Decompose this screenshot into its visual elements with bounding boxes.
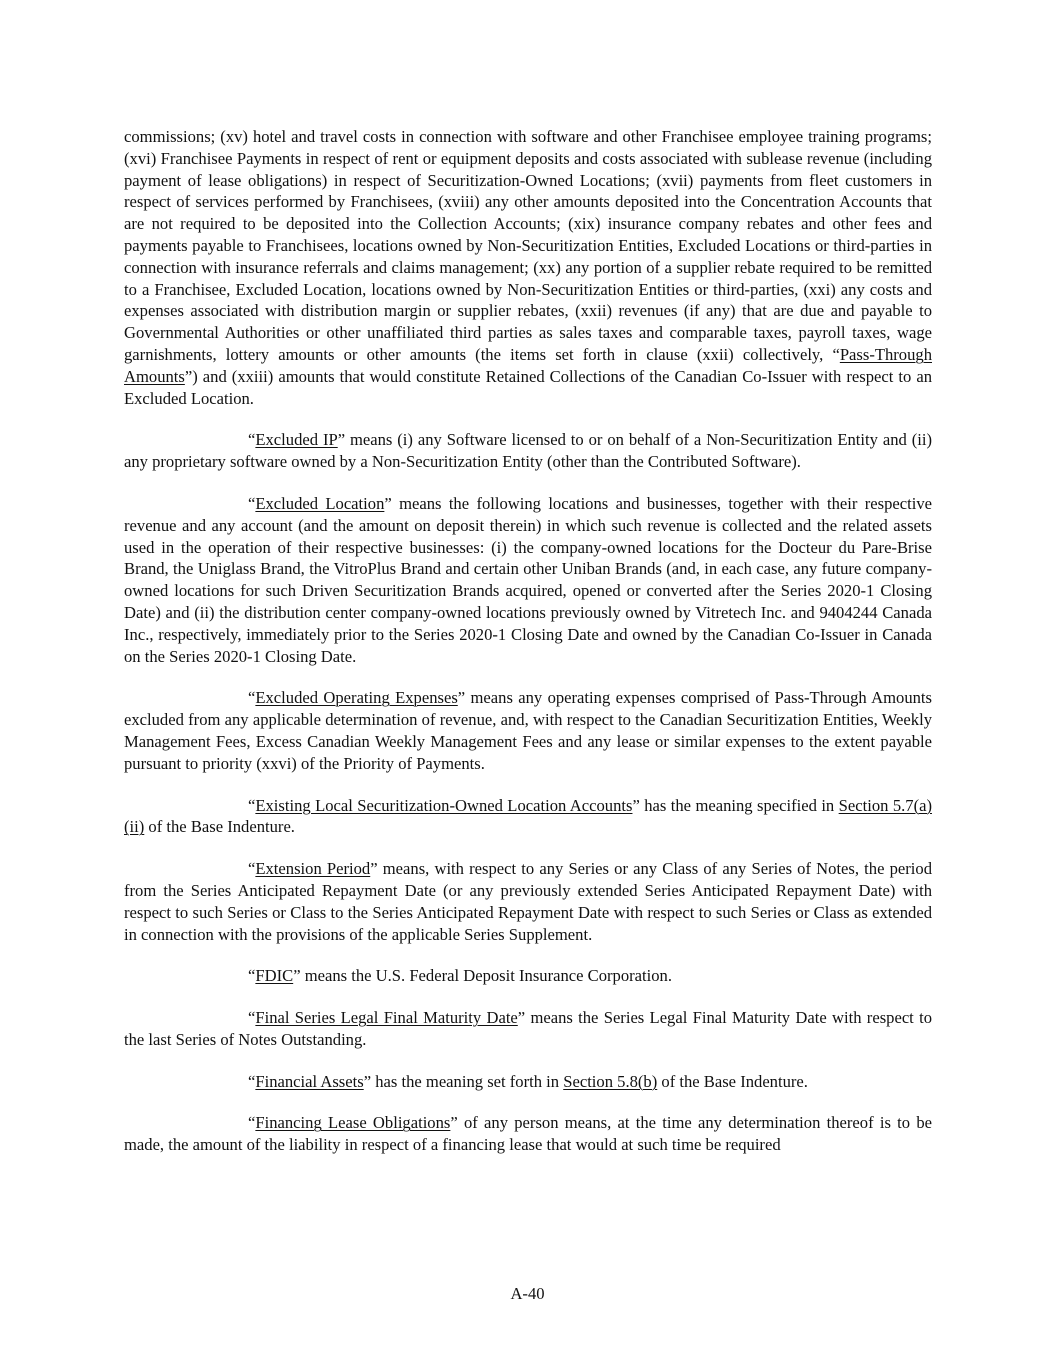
text-run: ” means (i) any Software licensed to or on behalf of a Non-Securitization Entity and (ii) any proprietary software owned by a Non-Securitization Entity (other than the Contributed Software).: [124, 430, 932, 472]
defined-term: Excluded IP: [255, 430, 338, 450]
defined-term: Excluded Operating Expenses: [255, 688, 458, 708]
text-run: ” means the following locations and businesses, together with their respective revenue and any account (and the amount on deposit therein) in which such revenue is collected and the related assets used in the operation of their respective businesses: (i) the company-owned locations for the Docteur du Pare-Brise Brand, the Uniglass Brand, the VitroPlus Brand and certain other Uniban Brands (and, in each case, any future company-owned locations for such Driven Securitization Brands acquired, opened or converted after the Series 2020-1 Closing Date) and (ii) the distribution center company-owned locations previously owned by Vitretech Inc. and 9404244 Canada Inc., respectively, immediately prior to the Series 2020-1 Closing Date and owned by the Canadian Co-Issuer in Canada on the Series 2020-1 Closing Date.: [124, 493, 933, 666]
definition-existing-local-accounts: [124, 795, 932, 839]
text-run: ” means the U.S. Federal Deposit Insurance Corporation.: [293, 966, 672, 986]
text-run: commissions; (xv) hotel and travel costs in connection with software and other Franchisee employee training programs; (xvi) Franchisee Payments in respect of rent or equipment deposits and costs associated with sublease revenue (including payment of lease obligations) in respect of Securitization-Owned Locations; (xvii) payments from fleet customers in respect of services performed by Franchisees, (xviii) any other amounts deposited into the Concentration Accounts that are not required to be deposited into the Collection Accounts; (xix) insurance company rebates and other fees and payments payable to Franchisees, locations owned by Non-Securitization Entities, Excluded Locations or third-parties in connection with insurance referrals and claims management; (xx) any portion of a supplier rebate required to be remitted to a Franchisee, Excluded Location, locations owned by Non-Securitization Entities or third-parties, (xxi) any costs and expenses associated with distribution margin or supplier rebates, (xxii) revenues (if any) that are due and payable to Governmental Authorities or other unaffiliated third parties as sales taxes and comparable taxes, payroll taxes, wage garnishments, lottery amounts or other amounts (the items set forth in clause (xxii) collectively, “: [124, 127, 932, 364]
section-reference: Section 5.8(b): [563, 1071, 658, 1091]
document-body: [124, 126, 932, 1176]
text-run: ” means any operating expenses comprised of Pass-Through Amounts excluded from any applicable determination of revenue, and, with respect to the Canadian Securitization Entities, Weekly Management Fees, Excess Canadian Weekly Management Fees and any lease or similar expenses to the extent payable pursuant to priority (xxvi) of the Priority of Payments.: [124, 688, 932, 773]
defined-term: Final Series Legal Final Maturity Date: [255, 1008, 518, 1028]
text-run: ” means the Series Legal Final Maturity Date with respect to the last Series of Notes Outstanding.: [124, 1008, 932, 1049]
text-run: of the Base Indenture.: [144, 817, 295, 837]
defined-term: Financing Lease Obligations: [255, 1113, 451, 1133]
text-run: ” has the meaning set forth in: [363, 1071, 564, 1091]
definition-excluded-operating-expenses: [124, 687, 932, 774]
text-run: “: [248, 859, 256, 879]
definition-excluded-ip: [124, 429, 932, 473]
defined-term: Excluded Location: [255, 493, 385, 513]
text-run: “: [248, 493, 256, 513]
text-run: “: [248, 795, 256, 815]
definition-final-series-legal-final-maturity-date: [124, 1007, 932, 1051]
text-run: “: [248, 1113, 256, 1133]
defined-term: FDIC: [255, 966, 294, 986]
text-run: “: [248, 966, 256, 986]
page-number: A-40: [510, 1284, 545, 1303]
text-run: ”) and (xxiii) amounts that would constitute Retained Collections of the Canadian Co-Issuer with respect to an Excluded Location.: [124, 366, 932, 408]
defined-term: Pass-Through Amounts: [124, 344, 932, 386]
defined-term: Extension Period: [255, 859, 371, 879]
text-run: “: [248, 430, 256, 450]
text-run: ” means, with respect to any Series or any Class of any Series of Notes, the period from the Series Anticipated Repayment Date (or any previously extended Series Anticipated Repayment Date) with respect to such Series or Class to the Series Anticipated Repayment Date with respect to such Series or Class as extended in connection with the provisions of the applicable Series Supplement.: [124, 859, 933, 944]
text-run: ” has the meaning specified in: [632, 795, 839, 815]
text-run: “: [248, 1008, 256, 1028]
text-run: ” of any person means, at the time any determination thereof is to be made, the amount of the liability in respect of a financing lease that would at such time be required: [124, 1113, 932, 1155]
definition-excluded-location: [124, 493, 932, 667]
definition-extension-period: [124, 858, 932, 945]
definition-financing-lease-obligations: [124, 1112, 932, 1156]
text-run: “: [248, 688, 256, 708]
section-reference: Section 5.7(a)(ii): [124, 795, 932, 837]
paragraph-continuation: [124, 126, 932, 409]
definition-financial-assets: [124, 1071, 932, 1093]
text-run: of the Base Indenture.: [657, 1071, 808, 1091]
text-run: “: [248, 1071, 256, 1091]
defined-term: Financial Assets: [255, 1071, 364, 1091]
definition-fdic: [124, 965, 932, 987]
defined-term: Existing Local Securitization-Owned Location Accounts: [255, 795, 633, 815]
